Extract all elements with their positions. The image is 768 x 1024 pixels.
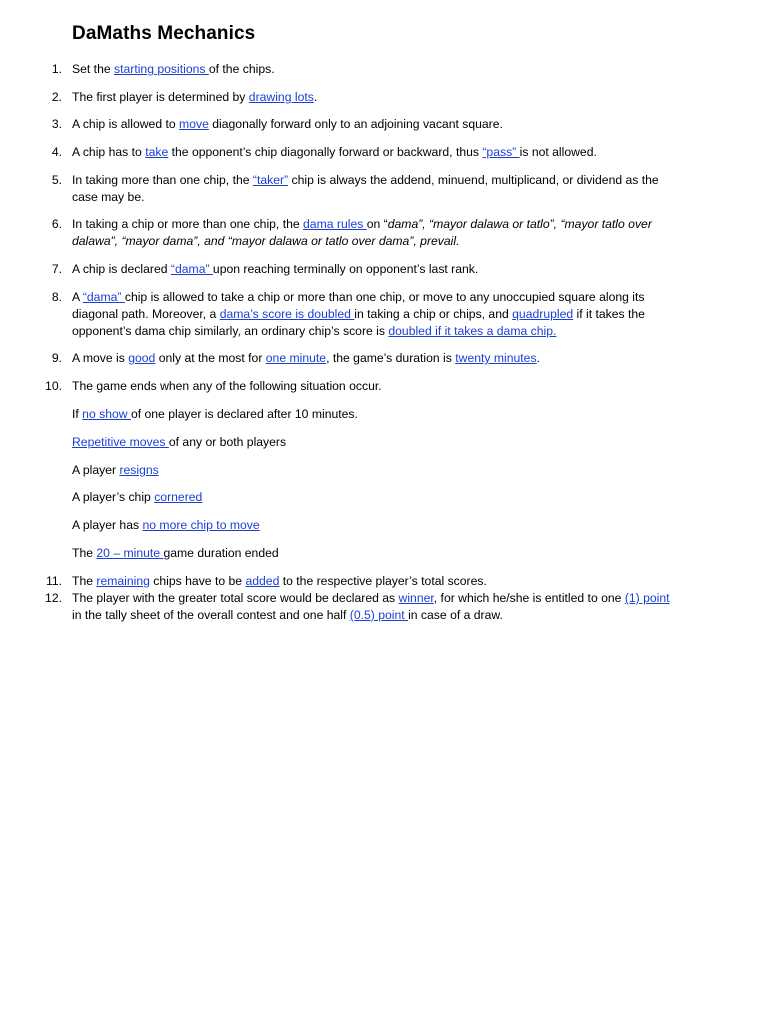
text-link[interactable]: winner <box>398 591 434 605</box>
text-span: A chip is allowed to <box>72 117 180 131</box>
text-span: only at the most for <box>155 351 266 365</box>
list-item-text <box>72 350 677 367</box>
text-link[interactable]: quadrupled <box>512 307 574 321</box>
list-item-text <box>72 116 677 133</box>
text-link[interactable]: take <box>145 145 169 159</box>
list-item-text <box>72 89 677 106</box>
list-item-text <box>72 61 677 78</box>
text-link[interactable]: “dama” <box>82 290 125 304</box>
text-span: chip is allowed to take a chip or more than one chip, or move to any unoccupied square along its diagonal path. Moreover, a <box>72 290 645 321</box>
list-number: 10. <box>45 379 62 393</box>
list-item-text <box>72 573 677 590</box>
page-title: DaMaths Mechanics <box>72 23 256 44</box>
text-link[interactable]: no more chip to move <box>142 518 260 532</box>
list-item-text <box>72 378 677 395</box>
text-span: A <box>72 290 83 304</box>
text-span: game duration ended <box>163 546 279 560</box>
text-link[interactable]: doubled if it takes a dama chip. <box>388 324 557 338</box>
end-condition-item <box>72 545 279 562</box>
list-number: 2. <box>51 90 62 104</box>
text-span: Set the <box>72 62 115 76</box>
text-span: A chip has to <box>72 145 146 159</box>
text-link[interactable]: resigns <box>119 463 159 477</box>
text-span: A player’s chip <box>72 490 155 504</box>
text-span: of the chips. <box>208 62 275 76</box>
text-span: . <box>313 90 318 104</box>
list-number: 12. <box>45 591 62 605</box>
text-link[interactable]: added <box>245 574 280 588</box>
text-link[interactable]: starting positions <box>114 62 209 76</box>
text-span: The game ends when any of the following situation occur. <box>72 379 382 393</box>
text-span: the opponent’s chip diagonally forward or backward, thus <box>168 145 483 159</box>
text-span: If <box>72 407 83 421</box>
text-link[interactable]: “dama” <box>170 262 213 276</box>
text-span: In taking more than one chip, the <box>72 173 253 187</box>
text-span: in case of a draw. <box>408 608 503 622</box>
text-span: is not allowed. <box>519 145 597 159</box>
text-span: in the tally sheet of the overall contest and one half <box>72 608 350 622</box>
list-number: 6. <box>51 217 62 231</box>
list-number: 1. <box>51 62 62 76</box>
text-link[interactable]: good <box>128 351 156 365</box>
text-link[interactable]: (0.5) point <box>349 608 409 622</box>
text-span: , for which he/she is entitled to one <box>433 591 625 605</box>
text-span: of any or both players <box>168 435 287 449</box>
text-link[interactable]: remaining <box>96 574 150 588</box>
text-link[interactable]: “pass” <box>482 145 520 159</box>
text-link[interactable]: no show <box>82 407 131 421</box>
text-span: to the respective player’s total scores. <box>279 574 487 588</box>
text-span: chips have to be <box>149 574 246 588</box>
text-span: upon reaching terminally on opponent’s last rank. <box>212 262 479 276</box>
text-link[interactable]: Repetitive moves <box>72 435 169 449</box>
text-link[interactable]: twenty minutes <box>455 351 537 365</box>
text-span: The player with the greater total score would be declared as <box>72 591 399 605</box>
list-item-text <box>72 144 677 161</box>
end-condition-item <box>72 406 358 423</box>
list-number: 8. <box>51 290 62 304</box>
italic-text: dama”, “mayor dalawa or tatlo”, “mayor tatlo over dalawa”, “mayor dama”, and “mayor dalawa or tatlo over dama”, prevail. <box>72 217 652 248</box>
text-span: The <box>72 574 97 588</box>
text-span: diagonally forward only to an adjoining vacant square. <box>208 117 503 131</box>
text-span: chip is always the addend, minuend, multiplicand, or dividend as the case may be. <box>72 173 659 204</box>
text-link[interactable]: dama’s score is doubled <box>219 307 355 321</box>
text-span: In taking a chip or more than one chip, the <box>72 217 304 231</box>
end-condition-item <box>72 489 202 506</box>
text-span: if it takes the opponent’s dama chip similarly, an ordinary chip’s score is <box>72 307 645 338</box>
text-span: The <box>72 546 97 560</box>
list-item-text <box>72 216 677 250</box>
text-link[interactable]: dama rules <box>303 217 367 231</box>
text-span: on “ <box>366 217 388 231</box>
text-link[interactable]: “taker” <box>252 173 289 187</box>
text-span: A chip is declared <box>72 262 171 276</box>
text-link[interactable]: (1) point <box>624 591 670 605</box>
text-span: , the game’s duration is <box>326 351 456 365</box>
end-condition-item <box>72 517 260 534</box>
list-number: 7. <box>51 262 62 276</box>
text-span: in taking a chip or chips, and <box>354 307 513 321</box>
text-link[interactable]: 20 – minute <box>96 546 164 560</box>
text-span: . <box>536 351 540 365</box>
list-item-text <box>72 172 677 206</box>
list-number: 5. <box>51 173 62 187</box>
text-span: A player has <box>72 518 143 532</box>
text-span: A player <box>72 463 120 477</box>
list-number: 11. <box>45 574 62 588</box>
text-span: The first player is determined by <box>72 90 249 104</box>
text-link[interactable]: one minute <box>265 351 327 365</box>
end-condition-item <box>72 434 286 451</box>
text-span: A move is <box>72 351 129 365</box>
list-number: 9. <box>51 351 62 365</box>
text-link[interactable]: move <box>179 117 209 131</box>
list-item-text <box>72 289 677 340</box>
list-number: 4. <box>51 145 62 159</box>
text-span: of one player is declared after 10 minutes. <box>130 407 358 421</box>
list-number: 3. <box>51 117 62 131</box>
end-condition-item <box>72 462 159 479</box>
text-link[interactable]: drawing lots <box>248 90 314 104</box>
list-item-text <box>72 261 677 278</box>
text-link[interactable]: cornered <box>154 490 203 504</box>
list-item-text <box>72 590 677 624</box>
